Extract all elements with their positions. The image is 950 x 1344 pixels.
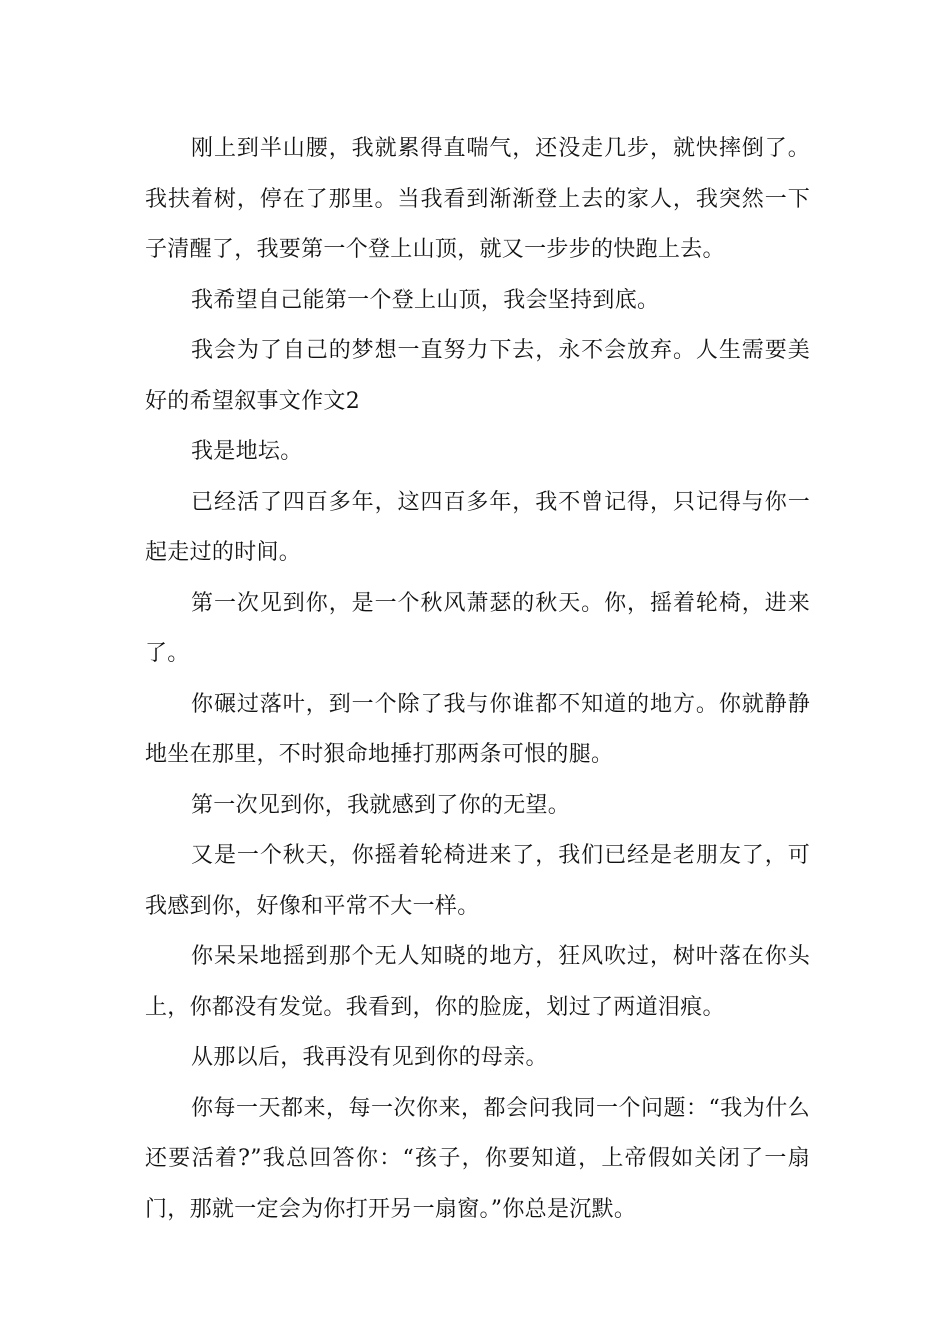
paragraph-9: 又是一个秋天，你摇着轮椅进来了，我们已经是老朋友了，可我感到你，好像和平常不大一样。 bbox=[145, 843, 810, 919]
paragraph-5: 已经活了四百多年，这四百多年，我不曾记得，只记得与你一起走过的时间。 bbox=[145, 489, 810, 565]
paragraph-10: 你呆呆地摇到那个无人知晓的地方，狂风吹过，树叶落在你头上，你都没有发觉。我看到，你的脸庞，划过了两道泪痕。 bbox=[145, 944, 810, 1020]
paragraph-11: 从那以后，我再没有见到你的母亲。 bbox=[191, 1045, 548, 1070]
paragraph-4: 我是地坛。 bbox=[191, 439, 303, 464]
document-body bbox=[145, 124, 810, 1235]
paragraph-3: 我会为了自己的梦想一直努力下去，永不会放弃。人生需要美好的希望叙事文作文2 bbox=[145, 338, 810, 414]
paragraph-2: 我希望自己能第一个登上山顶，我会坚持到底。 bbox=[191, 287, 660, 313]
paragraph-12: 你每一天都来，每一次你来，都会问我同一个问题：“我为什么还要活着?”我总回答你：“孩子，你要知道，上帝假如关闭了一扇门，那就一定会为你打开另一扇窗。”你总是沉默。 bbox=[145, 1095, 810, 1222]
paragraph-6: 第一次见到你，是一个秋风萧瑟的秋天。你，摇着轮椅，进来了。 bbox=[145, 590, 810, 666]
paragraph-8: 第一次见到你，我就感到了你的无望。 bbox=[191, 792, 571, 818]
paragraph-1: 刚上到半山腰，我就累得直喘气，还没走几步，就快摔倒了。我扶着树，停在了那里。当我看到渐渐登上去的家人，我突然一下子清醒了，我要第一个登上山顶，就又一步步的快跑上去。 bbox=[145, 136, 810, 262]
paragraph-7: 你碾过落叶，到一个除了我与你谁都不知道的地方。你就静静地坐在那里，不时狠命地捶打那两条可恨的腿。 bbox=[145, 691, 810, 767]
